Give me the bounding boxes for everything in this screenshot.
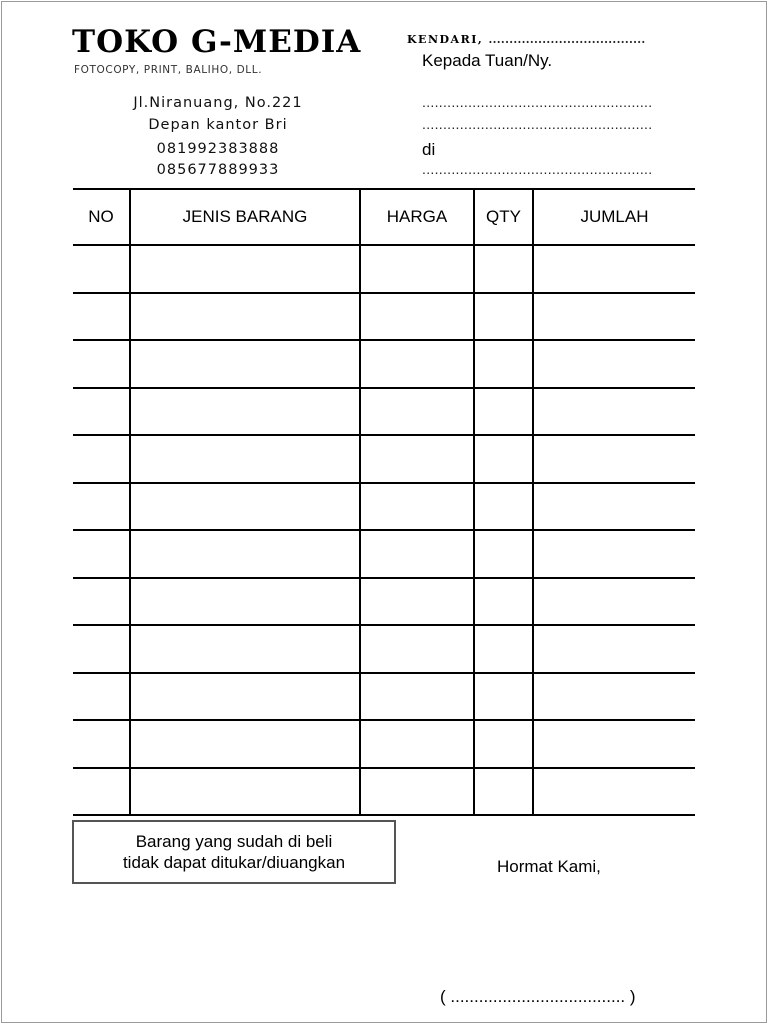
- table-row: [73, 768, 695, 816]
- table-cell: [474, 245, 533, 293]
- recipient-name-line: .......................................................: [422, 94, 653, 110]
- city-dots: ......................................: [488, 33, 646, 46]
- table-row: [73, 720, 695, 768]
- header-jumlah: JUMLAH: [533, 189, 695, 245]
- table-row: [73, 435, 695, 483]
- table-cell: [130, 530, 360, 578]
- table-cell: [73, 293, 130, 341]
- table-cell: [73, 578, 130, 626]
- table-cell: [360, 435, 474, 483]
- table-cell: [360, 625, 474, 673]
- table-cell: [130, 578, 360, 626]
- table-cell: [130, 483, 360, 531]
- table-row: [73, 578, 695, 626]
- table-cell: [533, 625, 695, 673]
- table-cell: [73, 530, 130, 578]
- table-cell: [360, 245, 474, 293]
- table-cell: [533, 435, 695, 483]
- table-row: [73, 245, 695, 293]
- table-cell: [360, 673, 474, 721]
- table-cell: [360, 388, 474, 436]
- table-cell: [130, 388, 360, 436]
- table-cell: [360, 530, 474, 578]
- table-row: [73, 388, 695, 436]
- table-cell: [73, 245, 130, 293]
- table-cell: [130, 673, 360, 721]
- store-address-line1: Jl.Niranuang, No.221: [133, 95, 303, 111]
- items-table: [73, 188, 695, 816]
- table-cell: [360, 483, 474, 531]
- table-cell: [73, 625, 130, 673]
- table-cell: [73, 340, 130, 388]
- table-cell: [474, 720, 533, 768]
- table-cell: [533, 245, 695, 293]
- recipient-name-line-2: .......................................................: [422, 116, 653, 132]
- table-cell: [130, 435, 360, 483]
- header-no: NO: [73, 189, 130, 245]
- store-address-line2: Depan kantor Bri: [148, 117, 288, 133]
- table-cell: [474, 435, 533, 483]
- table-row: [73, 530, 695, 578]
- table-cell: [474, 673, 533, 721]
- note-line-2: tidak dapat ditukar/diuangkan: [122, 853, 346, 872]
- recipient-to-label: Kepada Tuan/Ny.: [422, 51, 553, 70]
- table-cell: [533, 720, 695, 768]
- table-row: [73, 340, 695, 388]
- table-row: [73, 673, 695, 721]
- table-cell: [533, 340, 695, 388]
- header-harga: HARGA: [360, 189, 474, 245]
- table-row: [73, 483, 695, 531]
- table-cell: [533, 483, 695, 531]
- items-body: [73, 245, 695, 815]
- table-header-row: [73, 189, 695, 245]
- header-jenis-barang: JENIS BARANG: [130, 189, 360, 245]
- store-phone-1: 081992383888: [156, 141, 280, 157]
- table-cell: [474, 625, 533, 673]
- store-phone-2: 085677889933: [156, 162, 280, 178]
- table-cell: [474, 483, 533, 531]
- table-cell: [130, 245, 360, 293]
- table-cell: [130, 293, 360, 341]
- table-cell: [73, 673, 130, 721]
- table-cell: [474, 768, 533, 816]
- signature-line: ( ..................................... ): [440, 987, 636, 1006]
- table-cell: [360, 293, 474, 341]
- table-cell: [474, 578, 533, 626]
- table-cell: [73, 435, 130, 483]
- table-row: [73, 625, 695, 673]
- recipient-di-label: di: [422, 140, 436, 159]
- store-tagline: FOTOCOPY, PRINT, BALIHO, DLL.: [74, 64, 263, 76]
- table-cell: [360, 720, 474, 768]
- table-cell: [533, 768, 695, 816]
- header-qty: QTY: [474, 189, 533, 245]
- table-cell: [533, 578, 695, 626]
- table-cell: [360, 578, 474, 626]
- table-row: [73, 293, 695, 341]
- recipient-place-line: .......................................................: [422, 161, 653, 177]
- table-cell: [474, 340, 533, 388]
- table-cell: [360, 340, 474, 388]
- city-label-text: KENDARI,: [407, 33, 484, 46]
- note-line-1: Barang yang sudah di beli: [135, 832, 333, 851]
- table-cell: [130, 720, 360, 768]
- table-cell: [73, 720, 130, 768]
- table-cell: [533, 293, 695, 341]
- table-cell: [130, 625, 360, 673]
- table-cell: [474, 293, 533, 341]
- regards-text: Hormat Kami,: [497, 857, 601, 876]
- table-cell: [533, 673, 695, 721]
- table-cell: [73, 388, 130, 436]
- store-name: TOKO G-MEDIA: [72, 24, 362, 60]
- table-cell: [360, 768, 474, 816]
- table-cell: [73, 483, 130, 531]
- table-cell: [474, 388, 533, 436]
- table-cell: [474, 530, 533, 578]
- table-cell: [130, 340, 360, 388]
- table-cell: [533, 388, 695, 436]
- table-cell: [73, 768, 130, 816]
- table-cell: [533, 530, 695, 578]
- table-cell: [130, 768, 360, 816]
- city-label: [407, 33, 645, 46]
- return-policy-note: [72, 820, 396, 884]
